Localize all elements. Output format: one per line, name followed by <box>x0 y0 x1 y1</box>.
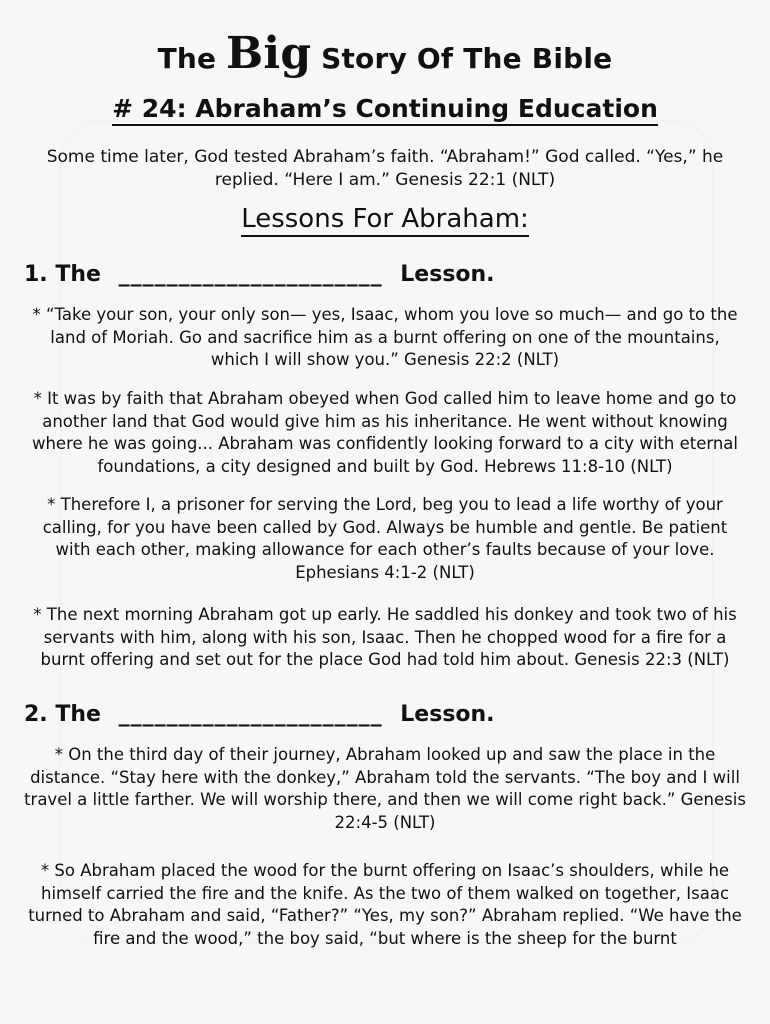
point-the: The <box>55 702 101 727</box>
lesson-point-1 <box>24 262 495 287</box>
title-rest: Story Of The Bible <box>321 42 613 75</box>
verse-paragraph-6: * So Abraham placed the wood for the burnt offering on Isaac’s shoulders, while he himself carried the fire and the knife. As the two of them walked on together, Isaac turned to Abraham and said, “Father?” “Yes, my son?” Abraham replied. “We have the fire and the wood,” the boy said, “but where is the sheep for the burnt <box>28 861 742 948</box>
title-big: Big <box>226 28 312 79</box>
section-heading <box>0 204 770 234</box>
fill-in-blank: ______________________ <box>118 702 383 727</box>
point-the: The <box>55 262 101 287</box>
verse-paragraph-1: * “Take your son, your only son— yes, Isaac, whom you love so much— and go to the land of Moriah. Go and sacrifice him as a burnt offering on one of the mountains, which I will show you.” Genesis 22:2 (NLT) <box>32 305 738 369</box>
verse-paragraph-2: * It was by faith that Abraham obeyed when God called him to leave home and go to another land that God would give him as his inheritance. He went without knowing where he was going... Abraham was confidently looking forward to a city with eternal foundations, a city designed and built by God. Hebrews 11:8-10 (NLT) <box>31 389 738 476</box>
fill-in-blank: ______________________ <box>118 262 383 287</box>
verse-paragraph-4: * The next morning Abraham got up early. He saddled his donkey and took two of his servants with him, along with his son, Isaac. Then he chopped wood for a fire for a burnt offering and set out for the place God had told him about. Genesis 22:3 (NLT) <box>33 605 737 669</box>
point-number: 2. <box>24 702 48 727</box>
lesson-point-2 <box>24 702 495 727</box>
verse-paragraph-3: * Therefore I, a prisoner for serving the Lord, beg you to lead a life worthy of your calling, for you have been called by God. Always be humble and gentle. Be patient with each other, making allowance for each other’s faults because of your love. Ephesians 4:1-2 (NLT) <box>42 495 728 582</box>
point-lesson: Lesson. <box>400 262 495 287</box>
point-number: 1. <box>24 262 48 287</box>
intro-verse: Some time later, God tested Abraham’s faith. “Abraham!” God called. “Yes,” he replied. “Here I am.” Genesis 22:1 (NLT) <box>46 147 724 190</box>
lesson-title-text: # 24: Abraham’s Continuing Education <box>112 94 658 126</box>
verse-paragraph-5: * On the third day of their journey, Abraham looked up and saw the place in the distance. “Stay here with the donkey,” Abraham told the servants. “The boy and I will travel a little farther. We will worship there, and then we will come right back.” Genesis 22:4-5 (NLT) <box>24 745 746 832</box>
title-the: The <box>157 42 217 75</box>
lesson-title <box>0 94 770 123</box>
point-lesson: Lesson. <box>400 702 495 727</box>
section-heading-text: Lessons For Abraham: <box>241 204 529 237</box>
page-title <box>0 28 770 79</box>
